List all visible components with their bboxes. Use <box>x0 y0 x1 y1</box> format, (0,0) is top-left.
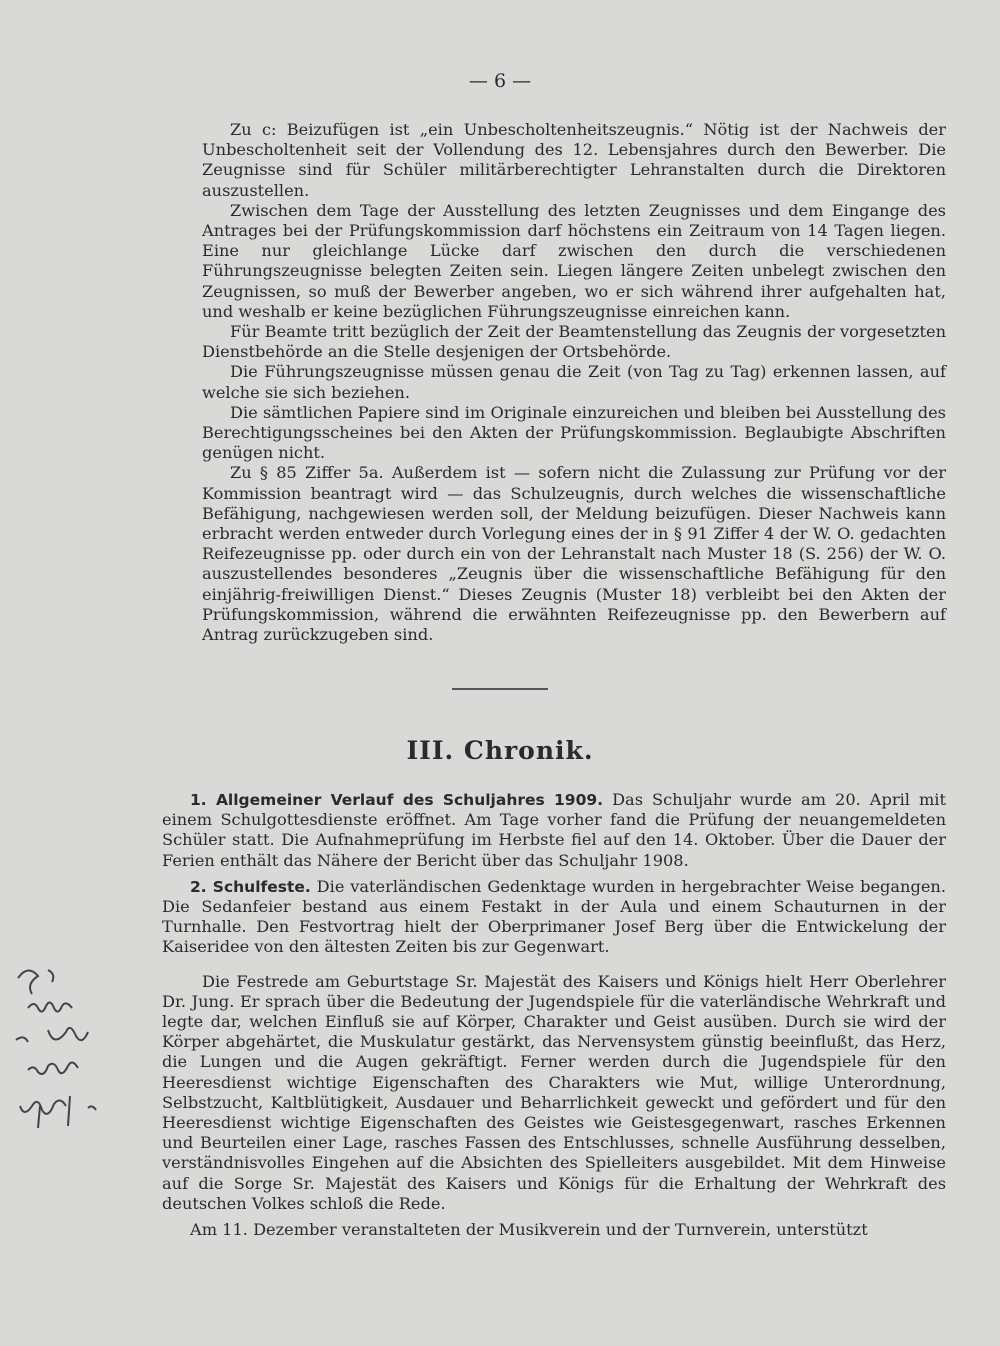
subsection-text: Die vaterländischen Gedenktage wurden in hergebrachter Weise begangen. Die Sedanfeier bestand aus einem Festakt in der Aula und einem Schauturnen in der Turnhalle. Den Festvortrag hielt der Oberprimaner Josef Berg über die Entwickelung der Kaiseridee von den ältesten Zeiten bis zur Gegenwart. <box>162 876 946 957</box>
paragraph <box>162 790 946 871</box>
subsection-text: Das Schuljahr wurde am 20. April mit einem Schulgottesdienste eröffnet. Am Tage vorher fand die Prüfung der neuangemeldeten Schüler statt. Die Aufnahmeprüfung im Herbste fiel auf den 14. Oktober. Über die Dauer der Ferien enthält das Nähere der Bericht über das Schuljahr 1908. <box>162 790 946 870</box>
paragraph: Zu c: Beizufügen ist „ein Unbescholtenheitszeugnis.“ Nötig ist der Nachweis der Unbescholtenheit seit der Vollendung des 12. Lebensjahres durch den Bewerber. Die Zeugnisse sind für Schüler militärberechtigter Lehranstalten durch die Direktoren auszustellen. <box>202 120 946 200</box>
paragraph: Am 11. Dezember veranstalteten der Musikverein und der Turnverein, unterstützt <box>190 1220 868 1240</box>
section-heading: III. Chronik. <box>406 736 594 765</box>
subsection-title: 2. Schulfeste. <box>190 877 311 896</box>
regulation-text <box>202 120 946 645</box>
paragraph: Zwischen dem Tage der Ausstellung des letzten Zeugnisses und dem Eingange des Antrages bei der Prüfungskommission darf höchstens ein Zeitraum von 14 Tagen liegen. Eine nur gleichlange Lücke darf zwischen den durch die verschiedenen Führungszeugnisse belegten Zeiten sein. Liegen längere Zeiten unbelegt zwischen den Zeugnissen, so muß der Bewerber angeben, wo er sich während ihrer aufgehalten hat, und weshalb er keine bezüglichen Führungszeugnisse einreichen kann. <box>202 200 946 321</box>
paragraph: Zu § 85 Ziffer 5a. Außerdem ist — sofern nicht die Zulassung zur Prüfung vor der Kommission beantragt wird — das Schulzeugnis, durch welches die wissenschaftliche Befähigung, nachgewiesen werden soll, der Meldung beizufügen. Dieser Nachweis kann erbracht werden entweder durch Vorlegung eines der in § 91 Ziffer 4 der W. O. gedachten Reifezeugnisse pp. oder durch ein von der Lehranstalt nach Muster 18 (S. 256) der W. O. auszustellendes besonderes „Zeugnis über die wissenschaftliche Befähigung für den einjährig-freiwilligen Dienst.“ Dieses Zeugnis (Muster 18) verbleibt bei den Akten der Prüfungskommission, während die erwähnten Reifezeugnisse pp. den Bewerbern auf Antrag zurückzugeben sind. <box>202 463 946 645</box>
page-number: — 6 — <box>468 70 532 92</box>
divider <box>452 688 548 690</box>
chronicle-text <box>162 790 946 1240</box>
paragraph: Die sämtlichen Papiere sind im Originale einzureichen und bleiben bei Ausstellung des Berechtigungsscheines bei den Akten der Prüfungskommission. Beglaubigte Abschriften genügen nicht. <box>202 402 946 463</box>
paragraph: Die Festrede am Geburtstage Sr. Majestät des Kaisers und Königs hielt Herr Oberlehrer Dr. Jung. Er sprach über die Bedeutung der Jugendspiele für die vaterländische Wehrkraft und legte dar, welchen Einfluß sie auf Körper, Charakter und Geist ausüben. Durch sie wird der Körper abgehärtet, die Muskulatur gestärkt, das Nervensystem günstig beeinflußt, das Herz, die Lungen und die Augen gekräftigt. Ferner werden durch die Jugendspiele für den Heeresdienst wichtige Eigenschaften des Charakters wie Mut, willige Unterordnung, Selbstzucht, Kaltblütigkeit, Ausdauer und Beharrlichkeit geweckt und gefördert und für den Heeresdienst wichtige Eigenschaften des Geistes wie Geistesgegenwart, rasches Erkennen und Beurteilen einer Lage, rasches Fassen des Entschlusses, schnelle Ausführung desselben, verständnisvolles Eingehen auf die Absichten des Spielleiters ausgebildet. Mit dem Hinweise auf die Sorge Sr. Majestät des Kaisers und Königs für die Erhaltung der Wehrkraft des deutschen Volkes schloß die Rede. <box>162 971 946 1213</box>
handwritten-margin-notes <box>8 958 138 1158</box>
subsection-title: 1. Allgemeiner Verlauf des Schuljahres 1909. <box>190 791 604 809</box>
paragraph <box>162 877 946 958</box>
paragraph: Die Führungszeugnisse müssen genau die Zeit (von Tag zu Tag) erkennen lassen, auf welche sie sich beziehen. <box>202 362 946 402</box>
paragraph: Für Beamte tritt bezüglich der Zeit der Beamtenstellung das Zeugnis der vorgesetzten Dienstbehörde an die Stelle desjenigen der Ortsbehörde. <box>202 322 946 362</box>
